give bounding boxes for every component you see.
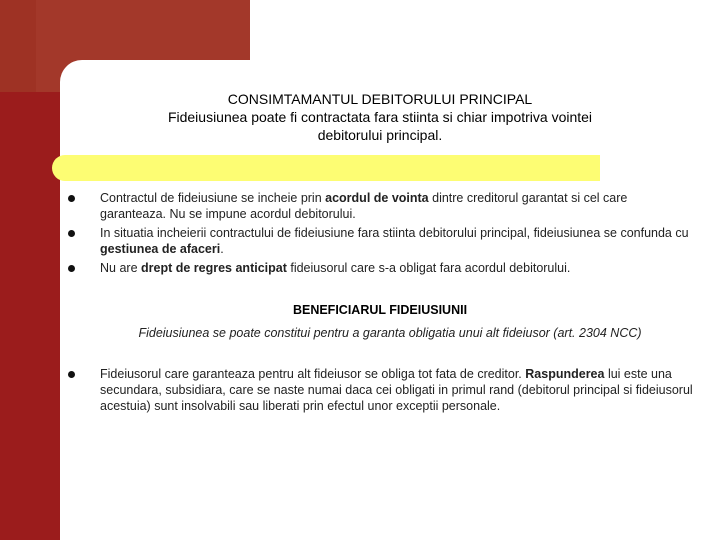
- bullet-emphasis: acordul de vointa: [325, 191, 429, 205]
- title-line-1: CONSIMTAMANTUL DEBITORULUI PRINCIPAL: [227, 91, 533, 107]
- title-line-3: debitorului principal.: [317, 127, 443, 143]
- bullet-text: Nu are: [100, 261, 141, 275]
- bullet-text: Contractul de fideiusiune se incheie prin: [100, 191, 326, 205]
- section-heading: BENEFICIARUL FIDEIUSIUNII: [292, 303, 468, 317]
- bullet-text: dintre creditorul garantat si cel care garanteaza. Nu se impune acordul debitorului.: [100, 191, 628, 221]
- bullet-text: lui este una secundara, subsidiara, care se naste numai daca cei obligati in primul rand (debitorul principal si fideiusorul acestuia) sunt insolvabili sau liberati prin efectul unor exceptii personale.: [100, 367, 693, 413]
- bullet-icon: [68, 195, 75, 202]
- bullet-text: .: [220, 242, 224, 256]
- bullet-text: In situatia incheierii contractului de fideiusiune fara stiinta debitorului principal, fideiusiunea se confunda cu: [100, 226, 689, 240]
- bullet-list-beneficiary: [68, 366, 693, 417]
- bullet-text: fideiusorul care s-a obligat fara acordul debitorului.: [286, 261, 571, 275]
- list-item: [68, 366, 693, 414]
- bullet-list-consent: [68, 190, 693, 279]
- bullet-emphasis: Raspunderea: [525, 367, 605, 381]
- list-item: [68, 225, 693, 257]
- slide-title: [95, 90, 665, 144]
- bullet-emphasis: gestiunea de afaceri: [100, 242, 221, 256]
- bullet-icon: [68, 230, 75, 237]
- bullet-icon: [68, 265, 75, 272]
- bullet-icon: [68, 371, 75, 378]
- title-line-2: Fideiusiunea poate fi contractata fara stiinta si chiar impotriva vointei: [167, 109, 593, 125]
- list-item: [68, 260, 693, 276]
- highlight-bar: [52, 155, 600, 181]
- list-item: [68, 190, 693, 222]
- bullet-text: Fideiusorul care garanteaza pentru alt fideiusor se obliga tot fata de creditor.: [100, 367, 526, 381]
- section-subtitle: Fideiusiunea se poate constitui pentru a garanta obligatia unui alt fideiusor (art. 2304 NCC): [138, 326, 642, 340]
- bullet-emphasis: drept de regres anticipat: [141, 261, 287, 275]
